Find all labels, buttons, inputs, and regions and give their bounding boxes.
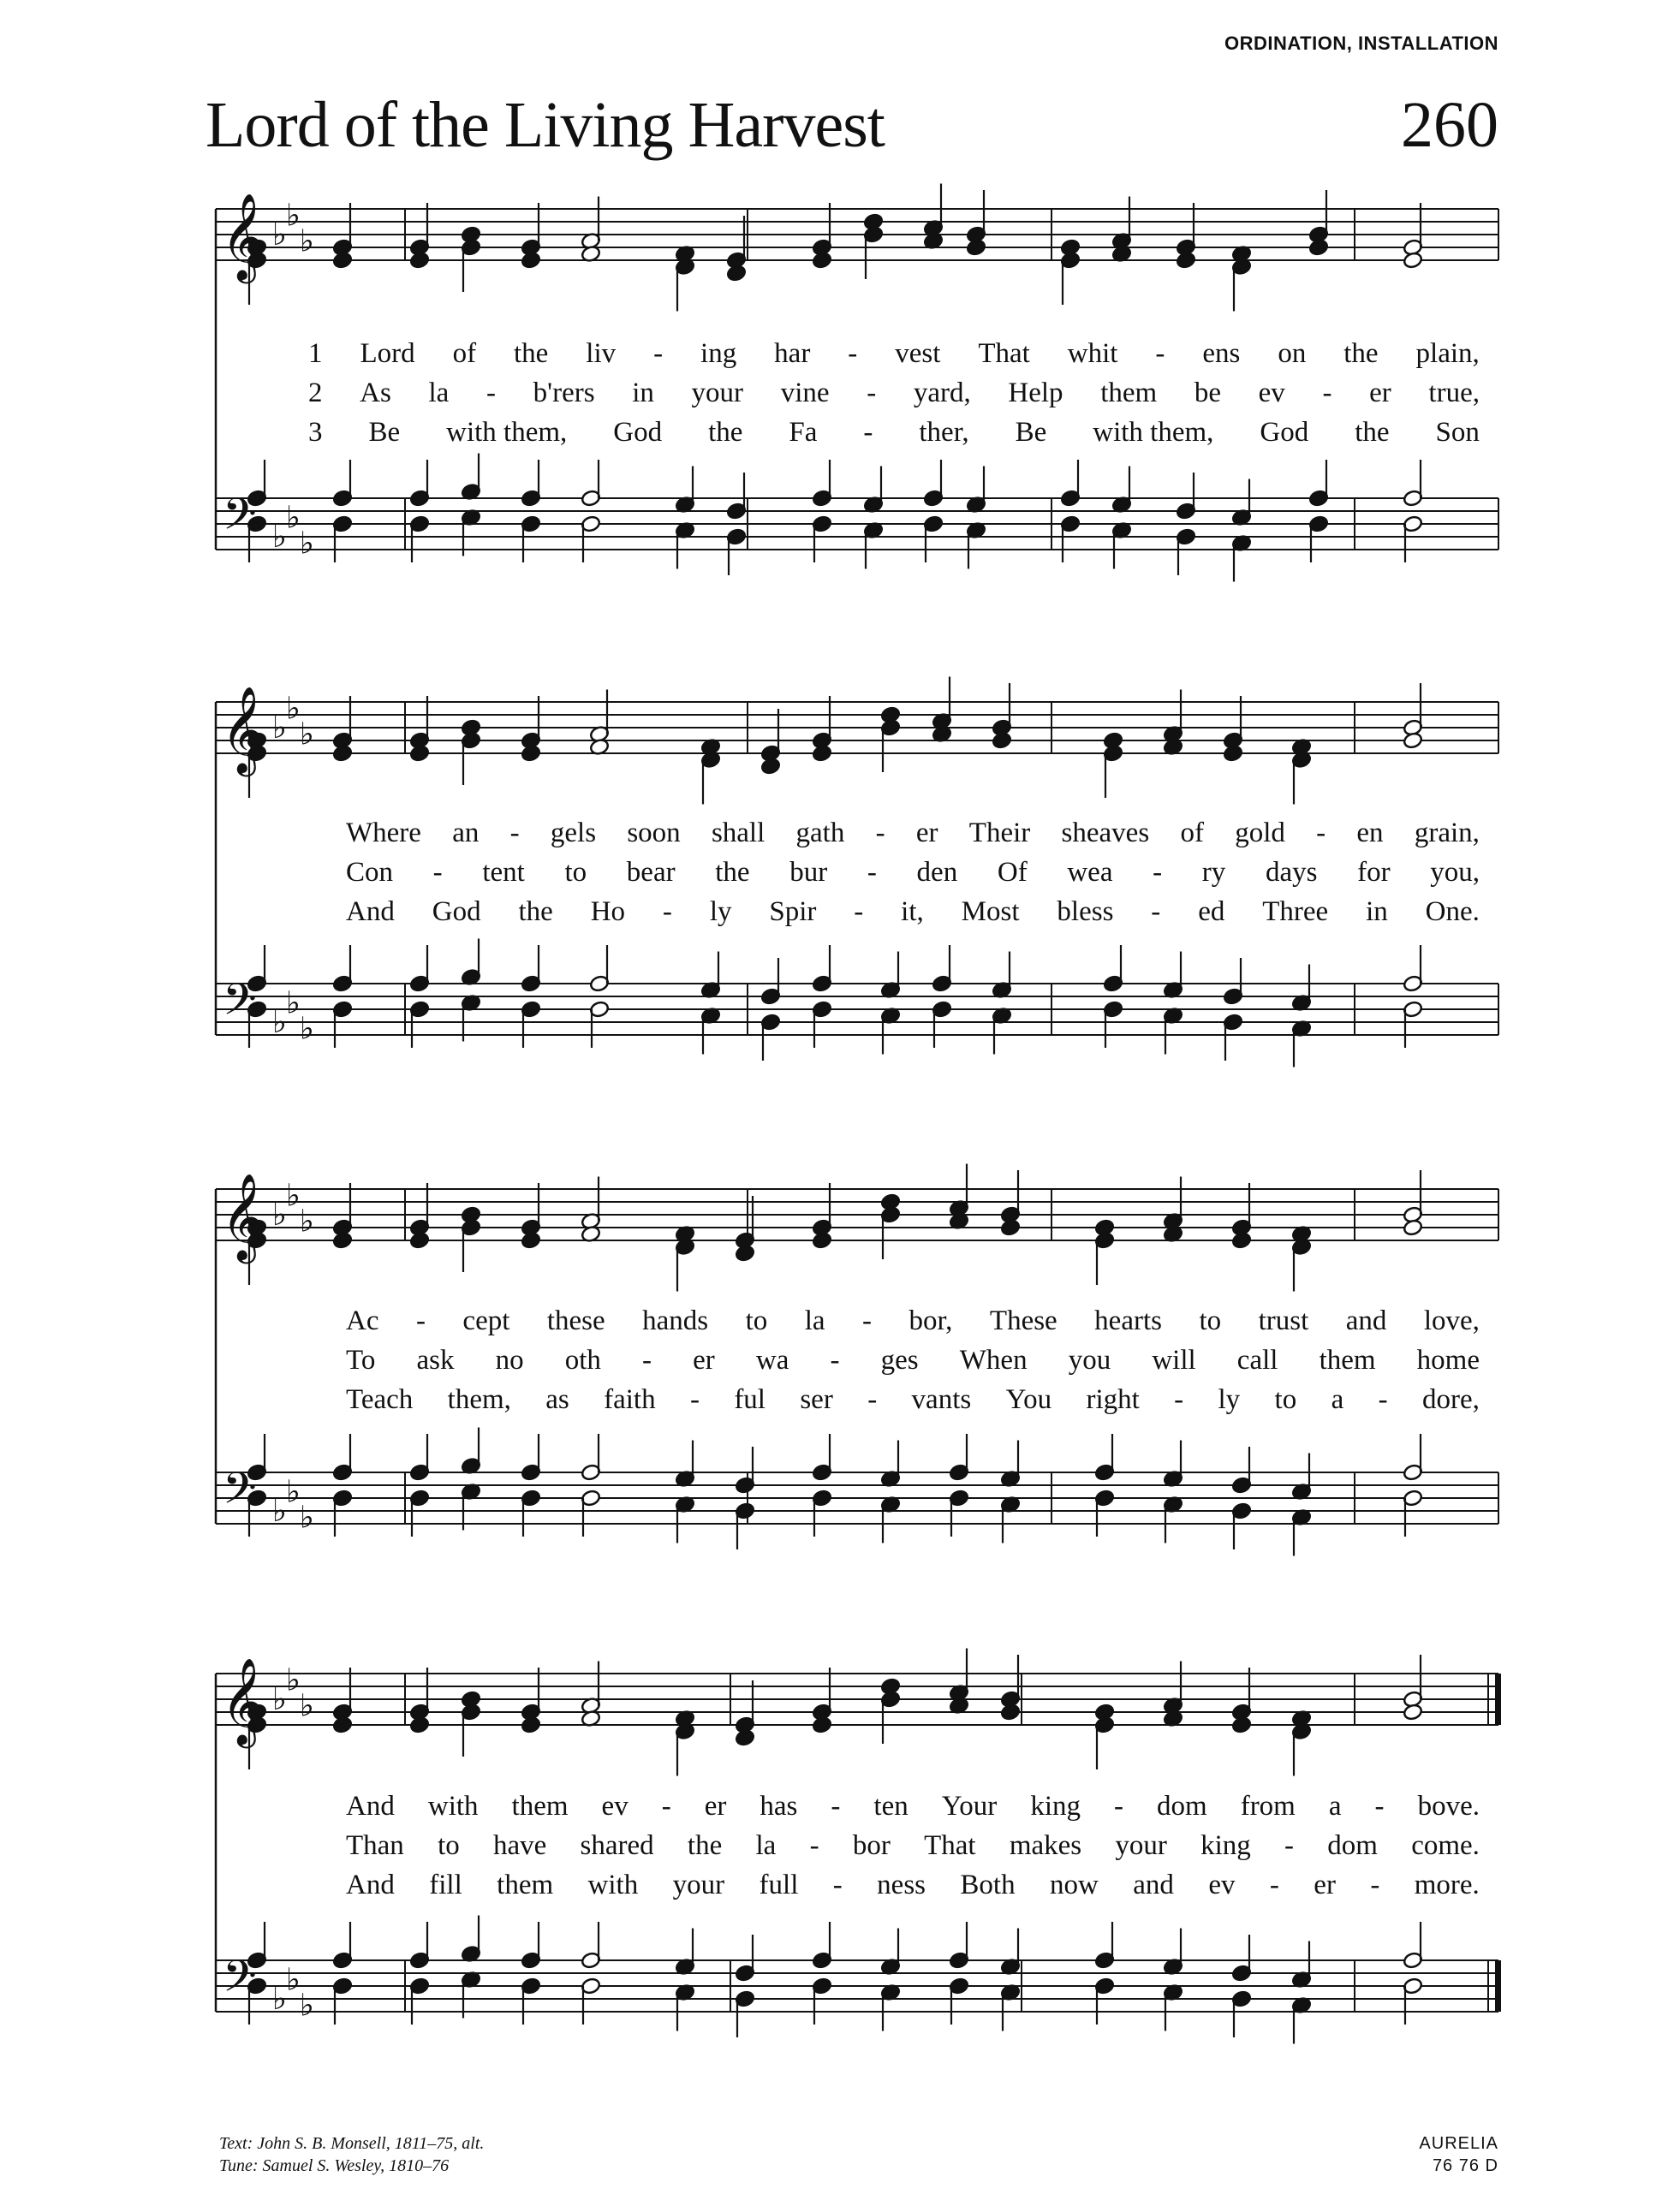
lyric-syllable: from	[1240, 1791, 1296, 1822]
lyric-syllable: the	[687, 1830, 723, 1861]
lyric-syllable: Lord	[360, 338, 415, 369]
lyric-syllable: for	[1357, 857, 1391, 888]
meter: 76 76 D	[1432, 2156, 1498, 2175]
lyric-syllable: cept	[462, 1305, 510, 1336]
lyric-syllable: full	[759, 1870, 799, 1900]
lyric-syllable: vants	[911, 1384, 972, 1415]
notehead	[521, 1232, 541, 1250]
lyric-syllable: 2	[308, 378, 323, 408]
flat-icon: ♭	[300, 1988, 314, 2024]
notehead	[521, 745, 541, 763]
lyric-syllable: ther,	[919, 417, 969, 448]
flat-icon: ♭	[300, 1204, 314, 1240]
lyric-syllable: -	[848, 338, 858, 369]
notehead	[1176, 252, 1196, 270]
lyric-syllable: tent	[482, 857, 525, 888]
lyric-syllable: Their	[968, 818, 1031, 848]
lyric-syllable: -	[509, 818, 520, 848]
lyric-syllable: -	[875, 818, 885, 848]
lyric-syllable: bor,	[909, 1305, 953, 1336]
lyric-syllable: plain,	[1415, 338, 1480, 369]
lyric-syllable: la	[755, 1830, 777, 1861]
lyric-syllable: -	[867, 1384, 878, 1415]
treble-staff	[216, 184, 1498, 312]
lyric-syllable: Be	[1015, 417, 1047, 448]
lyric-syllable: These	[989, 1305, 1057, 1336]
lyric-line	[346, 896, 1480, 928]
lyric-syllable: Both	[960, 1870, 1016, 1900]
final-barline	[1495, 1674, 1501, 1725]
notehead	[409, 745, 430, 763]
lyric-syllable: God	[432, 896, 481, 927]
lyric-syllable: the	[715, 857, 750, 888]
lyric-syllable: -	[854, 896, 864, 927]
lyric-syllable: have	[492, 1830, 547, 1861]
lyric-syllable: Fa	[789, 417, 818, 448]
lyric-syllable: bove.	[1417, 1791, 1480, 1822]
lyric-syllable: -	[1174, 1384, 1184, 1415]
lyric-syllable: -	[1322, 378, 1332, 408]
lyric-syllable: on	[1278, 338, 1307, 369]
lyric-syllable: the	[1343, 338, 1379, 369]
lyric-syllable: That	[924, 1830, 976, 1861]
bass-clef-icon: 𝄢	[223, 1950, 257, 2013]
lyric-syllable: -	[1151, 896, 1161, 927]
lyric-syllable: -	[1374, 1791, 1385, 1822]
bass-clef-icon: 𝄢	[223, 973, 257, 1036]
bass-staff	[216, 939, 1498, 1067]
lyric-syllable: To	[346, 1345, 376, 1376]
lyric-syllable: with them,	[446, 417, 568, 448]
lyric-line	[346, 1345, 1480, 1377]
notehead	[332, 1716, 353, 1734]
lyric-syllable: in	[632, 378, 654, 408]
lyric-syllable: And	[346, 1791, 395, 1822]
treble-clef-icon: 𝄞	[221, 1656, 266, 1745]
flat-icon: ♭	[272, 1005, 287, 1040]
lyric-syllable: ly	[1218, 1384, 1241, 1415]
hymn-title: Lord of the Living Harvest	[206, 89, 885, 161]
lyric-syllable: den	[916, 857, 958, 888]
notehead	[1308, 239, 1329, 257]
lyric-syllable: the	[1355, 417, 1390, 448]
lyric-syllable: Your	[941, 1791, 998, 1822]
lyric-syllable: the	[518, 896, 553, 927]
lyric-syllable: Be	[368, 417, 401, 448]
flat-icon: ♭	[272, 217, 287, 253]
lyric-syllable: trust	[1258, 1305, 1309, 1336]
lyric-syllable: And	[346, 1870, 395, 1900]
lyric-syllable: ev	[601, 1791, 629, 1822]
lyric-line	[346, 1384, 1480, 1416]
lyric-syllable: shall	[711, 818, 766, 848]
lyric-syllable: makes	[1009, 1830, 1082, 1861]
lyric-syllable: -	[830, 1345, 840, 1376]
lyric-syllable: wea	[1067, 857, 1113, 888]
notehead	[812, 1716, 832, 1734]
hymn-number: 260	[1401, 89, 1498, 161]
lyric-syllable: -	[689, 1384, 700, 1415]
flat-icon: ♭	[300, 223, 314, 259]
flat-icon: ♭	[286, 198, 301, 234]
lyric-syllable: When	[959, 1345, 1028, 1376]
lyric-syllable: -	[661, 1791, 671, 1822]
flat-icon: ♭	[272, 1494, 287, 1529]
lyric-syllable: them	[1319, 1345, 1376, 1376]
lyric-syllable: -	[1370, 1870, 1380, 1900]
flat-icon: ♭	[272, 520, 287, 555]
lyric-syllable: soon	[627, 818, 681, 848]
notehead	[1231, 1232, 1252, 1250]
lyric-syllable: of	[1180, 818, 1204, 848]
lyric-line	[308, 378, 1480, 409]
lyric-syllable: yard,	[913, 378, 971, 408]
lyric-syllable: them	[1100, 378, 1158, 408]
lyric-syllable: grain,	[1414, 818, 1480, 848]
lyric-syllable: whit	[1067, 338, 1118, 369]
lyric-syllable: er	[915, 818, 938, 848]
notehead	[409, 1232, 430, 1250]
lyric-syllable: er	[693, 1345, 715, 1376]
lyric-syllable: will	[1152, 1345, 1196, 1376]
lyric-syllable: -	[653, 338, 664, 369]
bass-staff	[216, 454, 1498, 582]
lyric-syllable: Spir	[769, 896, 817, 927]
lyric-syllable: vest	[895, 338, 941, 369]
lyric-syllable: -	[486, 378, 496, 408]
lyric-syllable: them,	[447, 1384, 511, 1415]
flat-icon: ♭	[272, 1682, 287, 1717]
lyric-syllable: ser	[800, 1384, 833, 1415]
flat-icon: ♭	[286, 1474, 301, 1510]
lyric-syllable: wa	[755, 1345, 789, 1376]
notehead	[966, 239, 986, 257]
notehead	[1403, 252, 1423, 270]
lyric-line	[308, 338, 1480, 370]
lyric-syllable: your	[691, 378, 744, 408]
treble-staff	[216, 1164, 1498, 1292]
lyric-syllable: your	[672, 1870, 725, 1900]
notehead	[735, 1245, 755, 1263]
lyric-syllable: ry	[1201, 857, 1226, 888]
lyric-syllable: hearts	[1094, 1305, 1162, 1336]
lyric-syllable: -	[867, 857, 877, 888]
notehead	[409, 1716, 430, 1734]
flat-icon: ♭	[300, 1011, 314, 1047]
lyric-syllable: sheaves	[1061, 818, 1150, 848]
lyric-syllable: Where	[346, 818, 421, 848]
lyric-syllable: them	[511, 1791, 569, 1822]
flat-icon: ♭	[272, 1198, 287, 1233]
lyric-syllable: Con	[346, 857, 394, 888]
lyric-syllable: 1	[308, 338, 323, 369]
lyric-syllable: king	[1030, 1791, 1081, 1822]
lyric-line	[346, 1791, 1480, 1823]
lyric-syllable: you	[1068, 1345, 1111, 1376]
bass-staff	[216, 1428, 1498, 1556]
lyric-syllable: to	[745, 1305, 768, 1336]
lyric-syllable: true,	[1428, 378, 1480, 408]
lyric-syllable: you,	[1430, 857, 1480, 888]
lyric-syllable: -	[662, 896, 672, 927]
lyric-syllable: ed	[1198, 896, 1225, 927]
lyric-syllable: -	[1114, 1791, 1123, 1822]
notehead	[1231, 1716, 1252, 1734]
lyric-syllable: oth	[564, 1345, 601, 1376]
lyric-syllable: love,	[1423, 1305, 1480, 1336]
lyric-syllable: -	[1155, 338, 1165, 369]
final-barline	[1495, 1960, 1501, 2012]
lyric-syllable: with	[587, 1870, 639, 1900]
lyric-syllable: and	[1345, 1305, 1387, 1336]
notehead	[1403, 1704, 1423, 1721]
lyric-syllable: en	[1356, 818, 1384, 848]
lyric-syllable: -	[1153, 857, 1163, 888]
lyric-syllable: of	[452, 338, 477, 369]
lyric-syllable: to	[438, 1830, 460, 1861]
treble-clef-icon: 𝄞	[221, 685, 266, 773]
lyric-syllable: la	[428, 378, 450, 408]
lyric-syllable: faith	[604, 1384, 656, 1415]
lyric-syllable: fill	[429, 1870, 462, 1900]
flat-icon: ♭	[300, 717, 314, 752]
lyric-syllable: b'rers	[533, 378, 595, 408]
lyric-syllable: -	[862, 1305, 873, 1336]
notehead	[1223, 745, 1243, 763]
lyric-line	[308, 417, 1480, 449]
notehead	[812, 1232, 832, 1250]
lyric-syllable: -	[1378, 1384, 1388, 1415]
lyric-syllable: it,	[901, 896, 924, 927]
treble-staff	[216, 677, 1498, 805]
lyric-syllable: liv	[586, 338, 617, 369]
lyric-syllable: -	[432, 857, 443, 888]
flat-icon: ♭	[272, 711, 287, 746]
flat-icon: ♭	[272, 1982, 287, 2017]
lyric-syllable: Teach	[346, 1384, 414, 1415]
lyric-syllable: ev	[1258, 378, 1285, 408]
lyric-syllable: -	[832, 1870, 843, 1900]
lyric-syllable: Son	[1435, 417, 1480, 448]
lyric-syllable: er	[1314, 1870, 1336, 1900]
lyric-syllable: Of	[997, 857, 1028, 888]
lyric-syllable: ask	[416, 1345, 455, 1376]
lyric-syllable: call	[1236, 1345, 1278, 1376]
lyric-syllable: dom	[1157, 1791, 1207, 1822]
lyric-line	[346, 818, 1480, 849]
lyric-syllable: and	[1133, 1870, 1174, 1900]
lyric-syllable: with them,	[1093, 417, 1214, 448]
flat-icon: ♭	[286, 500, 301, 536]
lyric-syllable: er	[704, 1791, 727, 1822]
lyric-syllable: a	[1331, 1384, 1344, 1415]
flat-icon: ♭	[286, 1962, 301, 1998]
notehead	[332, 252, 353, 270]
notehead	[1000, 1219, 1021, 1237]
text-credit: Text: John S. B. Monsell, 1811–75, alt.	[219, 2134, 485, 2153]
lyric-syllable: bur	[789, 857, 828, 888]
lyric-syllable: hands	[642, 1305, 709, 1336]
lyric-syllable: -	[867, 378, 877, 408]
lyric-syllable: shared	[580, 1830, 654, 1861]
lyric-syllable: your	[1115, 1830, 1167, 1861]
notehead	[992, 732, 1012, 750]
lyric-syllable: ly	[709, 896, 732, 927]
lyric-syllable: One.	[1425, 896, 1480, 927]
notehead	[726, 265, 747, 282]
lyric-line	[346, 1870, 1480, 1901]
flat-icon: ♭	[286, 985, 301, 1021]
lyric-syllable: these	[546, 1305, 605, 1336]
bass-clef-icon: 𝄢	[223, 488, 257, 550]
bass-staff	[216, 1916, 1498, 2044]
lyric-syllable: Than	[346, 1830, 404, 1861]
flat-icon: ♭	[300, 526, 314, 562]
lyric-syllable: king	[1200, 1830, 1251, 1861]
lyric-syllable: -	[831, 1791, 841, 1822]
notehead	[521, 1716, 541, 1734]
flat-icon: ♭	[286, 691, 301, 727]
notehead	[409, 252, 430, 270]
lyric-syllable: ful	[734, 1384, 766, 1415]
treble-staff	[216, 1649, 1498, 1776]
lyric-syllable: gath	[795, 818, 845, 848]
lyric-syllable: as	[545, 1384, 569, 1415]
lyric-line	[346, 857, 1480, 889]
lyric-syllable: ing	[700, 338, 737, 369]
lyric-syllable: 3	[308, 417, 323, 448]
flat-icon: ♭	[286, 1662, 301, 1698]
lyric-syllable: come.	[1411, 1830, 1480, 1861]
lyric-syllable: -	[642, 1345, 652, 1376]
flat-icon: ♭	[286, 1178, 301, 1214]
notehead	[332, 1232, 353, 1250]
lyric-syllable: har	[774, 338, 811, 369]
notehead	[812, 252, 832, 270]
lyric-syllable: ness	[877, 1870, 926, 1900]
lyric-syllable: gels	[550, 818, 597, 848]
lyric-syllable: ten	[873, 1791, 909, 1822]
tune-credit: Tune: Samuel S. Wesley, 1810–76	[219, 2156, 450, 2175]
lyric-syllable: -	[1284, 1830, 1295, 1861]
lyric-syllable: vine	[780, 378, 830, 408]
lyric-syllable: -	[863, 417, 873, 448]
lyric-syllable: Ho	[590, 896, 626, 927]
lyric-line	[346, 1830, 1480, 1862]
notehead	[332, 745, 353, 763]
lyric-syllable: a	[1328, 1791, 1342, 1822]
section-label: ORDINATION, INSTALLATION	[1224, 33, 1498, 54]
lyric-syllable: to	[1199, 1305, 1222, 1336]
lyric-syllable: in	[1366, 896, 1388, 927]
lyric-syllable: the	[708, 417, 743, 448]
lyric-syllable: dom	[1327, 1830, 1378, 1861]
lyric-syllable: ens	[1202, 338, 1241, 369]
lyric-syllable: an	[452, 818, 480, 848]
lyric-syllable: more.	[1414, 1870, 1480, 1900]
lyric-syllable: them	[497, 1870, 554, 1900]
lyric-syllable: Most	[961, 896, 1020, 927]
notehead	[1000, 1704, 1021, 1721]
lyric-syllable: right	[1086, 1384, 1140, 1415]
lyric-syllable: God	[613, 417, 663, 448]
lyric-syllable: bor	[852, 1830, 891, 1861]
lyric-syllable: days	[1265, 857, 1318, 888]
lyric-syllable: the	[514, 338, 549, 369]
flat-icon: ♭	[300, 1500, 314, 1536]
lyric-syllable: -	[1269, 1870, 1279, 1900]
lyric-syllable: As	[360, 378, 391, 408]
lyric-syllable: dore,	[1421, 1384, 1480, 1415]
lyric-syllable: -	[809, 1830, 819, 1861]
tune-name: AURELIA	[1419, 2134, 1498, 2153]
lyric-syllable: Three	[1262, 896, 1329, 927]
notehead	[760, 758, 781, 776]
notehead	[735, 1729, 755, 1747]
lyric-syllable: gold	[1235, 818, 1285, 848]
flat-icon: ♭	[300, 1688, 314, 1724]
lyric-syllable: ev	[1208, 1870, 1236, 1900]
lyric-syllable: bless	[1057, 896, 1114, 927]
lyric-syllable: no	[495, 1345, 524, 1376]
notehead	[812, 745, 832, 763]
lyric-syllable: -	[1316, 818, 1326, 848]
lyric-syllable: home	[1416, 1345, 1480, 1376]
lyric-syllable: be	[1194, 378, 1221, 408]
lyric-syllable: now	[1050, 1870, 1099, 1900]
treble-clef-icon: 𝄞	[221, 192, 266, 280]
lyric-syllable: You	[1005, 1384, 1052, 1415]
lyric-syllable: Help	[1008, 378, 1063, 408]
lyric-syllable: with	[427, 1791, 479, 1822]
lyric-syllable: -	[415, 1305, 426, 1336]
notehead	[1403, 732, 1423, 750]
lyric-syllable: er	[1369, 378, 1391, 408]
lyric-syllable: bear	[626, 857, 676, 888]
notehead	[1403, 1219, 1423, 1237]
lyric-syllable: has	[760, 1791, 798, 1822]
lyric-syllable: ges	[880, 1345, 919, 1376]
lyric-syllable: God	[1260, 417, 1309, 448]
notehead	[521, 252, 541, 270]
lyric-line	[346, 1305, 1480, 1337]
lyric-syllable: That	[978, 338, 1030, 369]
lyric-syllable: to	[1274, 1384, 1297, 1415]
lyric-syllable: And	[346, 896, 395, 927]
bass-clef-icon: 𝄢	[223, 1462, 257, 1525]
treble-clef-icon: 𝄞	[221, 1172, 266, 1260]
lyric-syllable: la	[804, 1305, 825, 1336]
lyric-syllable: to	[564, 857, 587, 888]
lyric-syllable: Ac	[346, 1305, 379, 1336]
